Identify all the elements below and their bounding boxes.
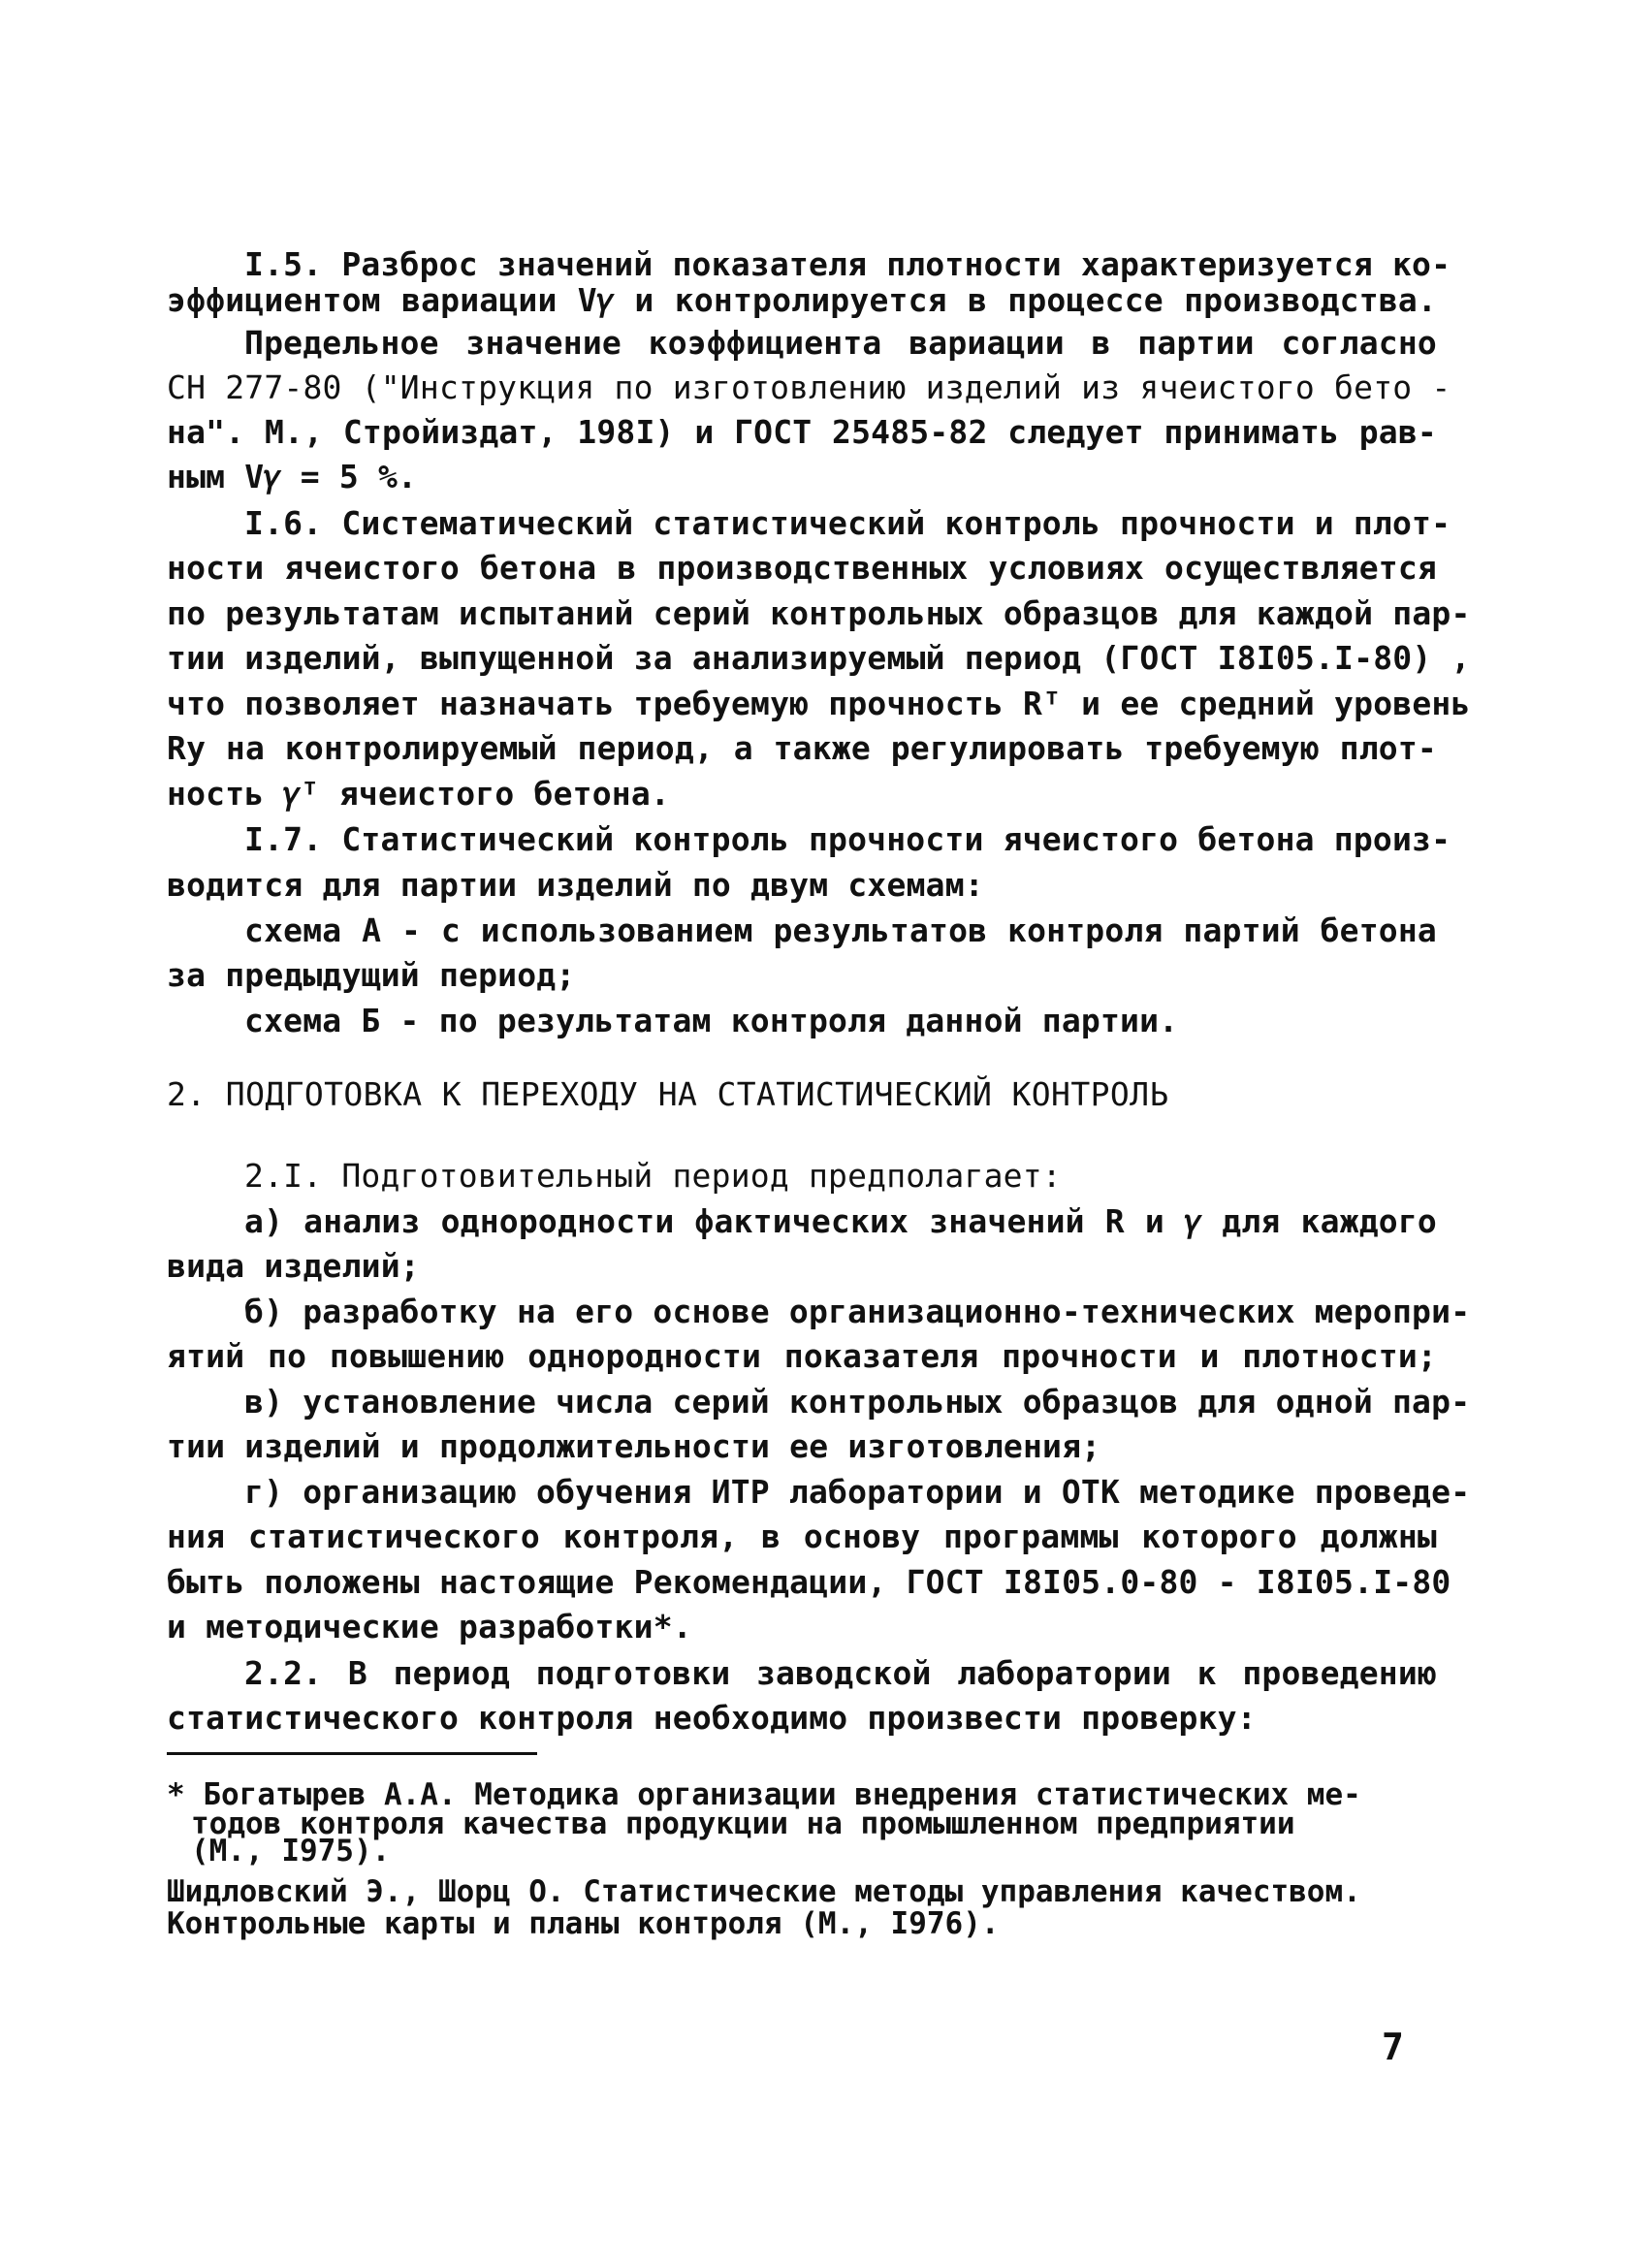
text-line: тии изделий и продолжительности ее изготовления;: [167, 1427, 1101, 1465]
footnote-rule: [167, 1752, 537, 1755]
footnote-line: тодов контроля качества продукции на промышленном предприятии: [191, 1806, 1295, 1841]
text-line: быть положены настоящие Рекомендации, ГОСТ І8І05.0-80 - І8І05.І-80: [167, 1563, 1451, 1601]
text-line: и методические разработки*.: [167, 1608, 692, 1645]
text-line: тии изделий, выпущенной за анализируемый период (ГОСТ І8І05.І-80) ,: [167, 639, 1471, 677]
footnote-line: Шидловский Э., Шорц О. Статистические методы управления качеством.: [167, 1874, 1361, 1909]
text-line: ятий по повышению однородности показателя прочности и плотности;: [167, 1337, 1437, 1375]
text-line: 2.2. В период подготовки заводской лаборатории к проведению: [244, 1654, 1437, 1692]
footnote-line: * Богатырев А.А. Методика организации внедрения статистических ме-: [167, 1777, 1361, 1812]
footnote-line: (М., І975).: [191, 1834, 391, 1869]
page-number: 7: [1382, 2026, 1404, 2068]
text-line: І.6. Систематический статистический контроль прочности и плот-: [244, 504, 1451, 542]
text-line: г) организацию обучения ИТР лаборатории и ОТК методике проведе-: [244, 1473, 1471, 1511]
text-line: а) анализ однородности фактических значений R и 𝛾 для каждого: [244, 1202, 1437, 1240]
text-line: І.5. Разброс значений показателя плотности характеризуется ко-: [244, 245, 1451, 283]
text-line: статистического контроля необходимо произвести проверку:: [167, 1699, 1257, 1737]
text-line: в) установление числа серий контрольных образцов для одной пар-: [244, 1383, 1471, 1421]
text-line: Предельное значение коэффициента вариации в партии согласно: [244, 324, 1437, 362]
text-line: б) разработку на его основе организационно-технических меропри-: [244, 1293, 1471, 1330]
text-line: что позволяет назначать требуемую прочность Rᵀ и ее средний уровень: [167, 685, 1471, 722]
text-line: ным V𝛾 = 5 %.: [167, 458, 418, 495]
text-line: водится для партии изделий по двум схемам:: [167, 866, 984, 904]
text-line: схема Б - по результатам контроля данной партии.: [244, 1002, 1179, 1039]
text-line: СН 277-80 ("Инструкция по изготовлению изделий из ячеистого бето -: [167, 368, 1451, 406]
text-line: по результатам испытаний серий контрольных образцов для каждой пар-: [167, 594, 1471, 632]
section-heading: 2. ПОДГОТОВКА К ПЕРЕХОДУ НА СТАТИСТИЧЕСКИЙ КОНТРОЛЬ: [167, 1075, 1169, 1113]
text-line: схема А - с использованием результатов контроля партий бетона: [244, 911, 1437, 949]
text-line: эффициентом вариации V𝛾 и контролируется в процессе производства.: [167, 281, 1437, 319]
text-line: на". М., Стройиздат, 198І) и ГОСТ 25485-82 следует принимать рав-: [167, 413, 1437, 451]
text-line: вида изделий;: [167, 1247, 420, 1285]
text-line: ности ячеистого бетона в производственных условиях осуществляется: [167, 549, 1437, 587]
text-line: за предыдущий период;: [167, 956, 576, 994]
text-line: ния статистического контроля, в основу программы которого должны: [167, 1517, 1437, 1555]
footnote-line: Контрольные карты и планы контроля (М., І976).: [167, 1906, 1000, 1941]
text-line: ность 𝛾ᵀ ячеистого бетона.: [167, 775, 670, 813]
text-line: 2.І. Подготовительный период предполагает:: [244, 1157, 1062, 1195]
text-line: І.7. Статистический контроль прочности ячеистого бетона произ-: [244, 820, 1451, 858]
text-line: Rу на контролируемый период, а также регулировать требуемую плот-: [167, 729, 1437, 767]
